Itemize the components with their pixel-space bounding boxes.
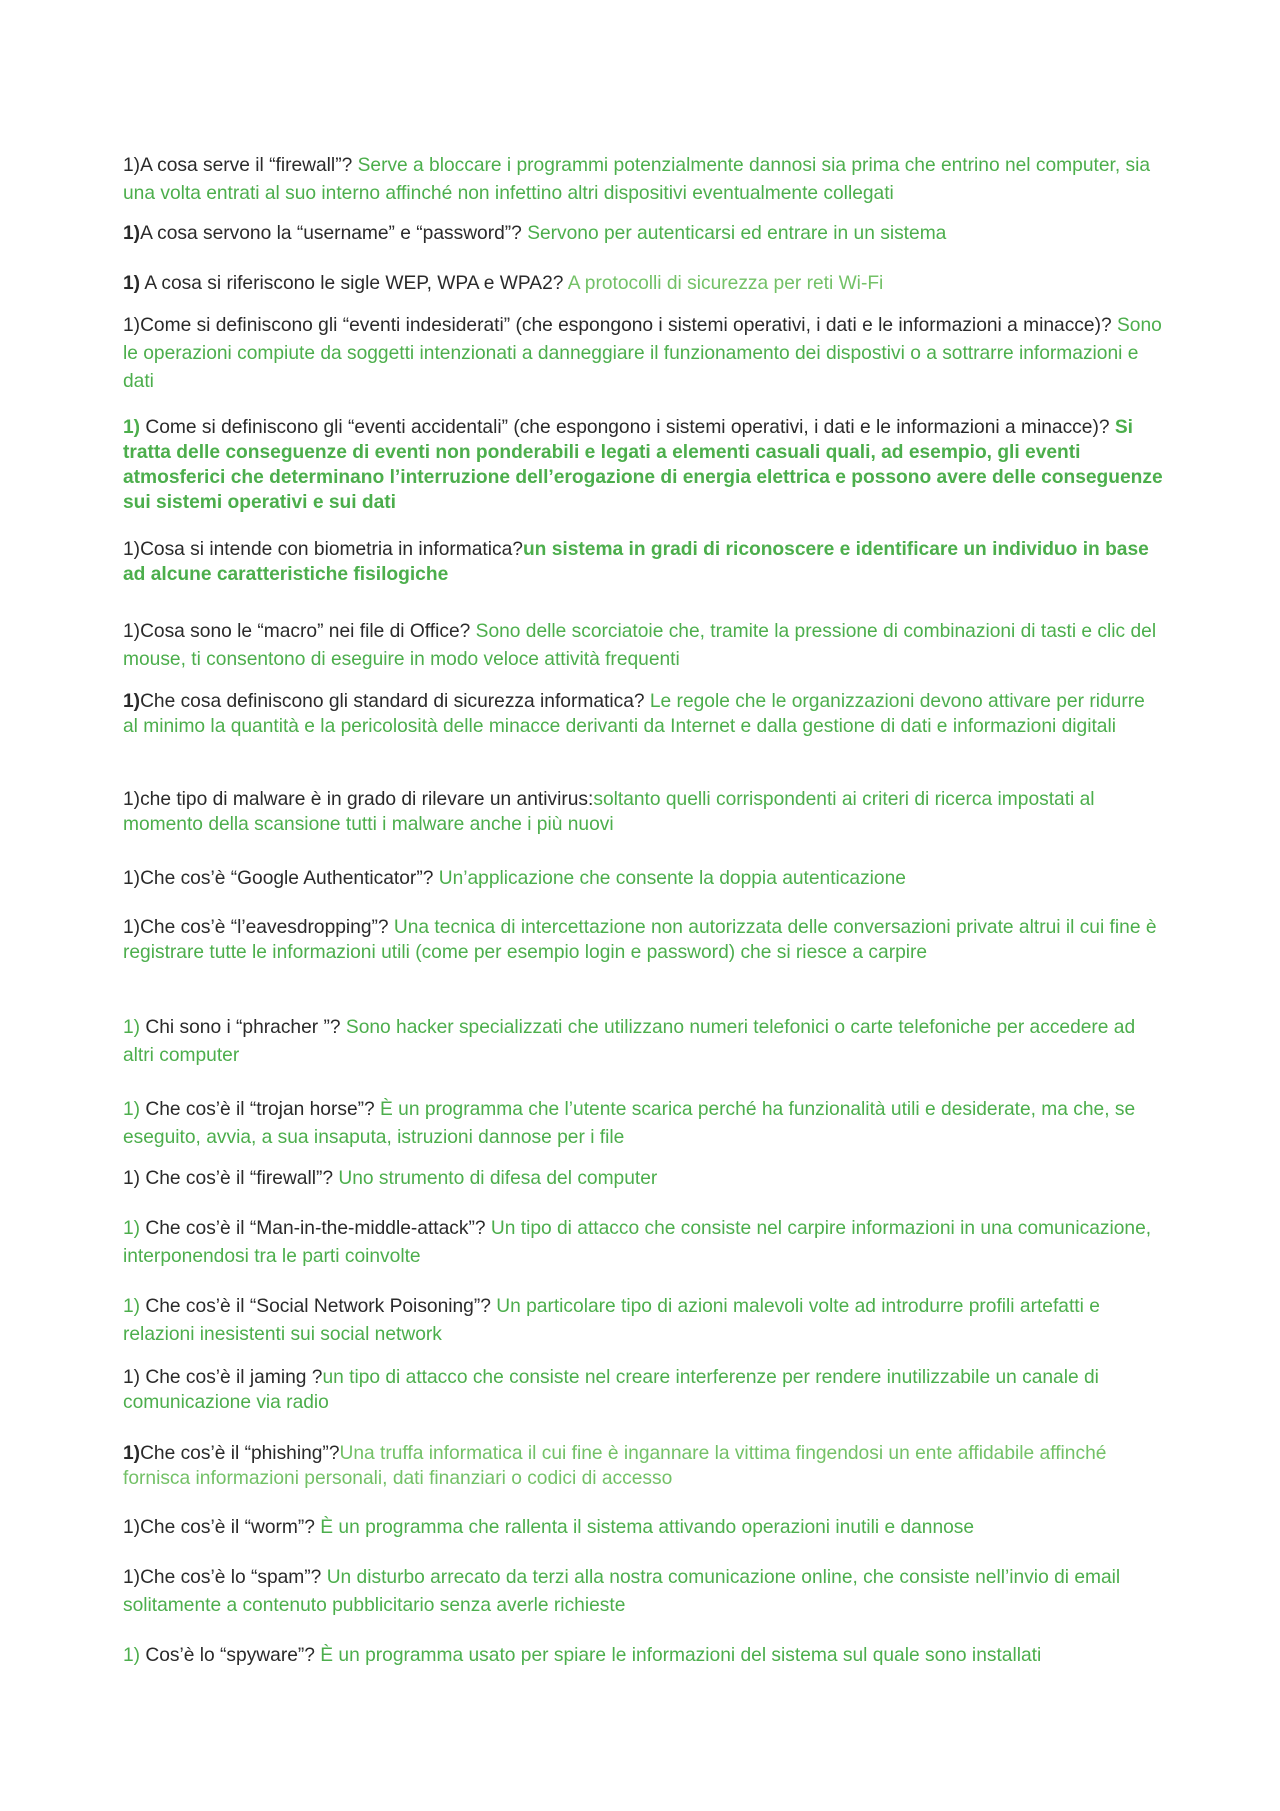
question-number: 1) bbox=[123, 1296, 141, 1317]
answer-text: È un programma che l’utente scarica perché ha funzionalità utili e desiderate, ma che, se eseguito, avvia, a sua insaputa, istruzioni dannose per i file bbox=[123, 1099, 1136, 1148]
answer-text: Una tecnica di intercettazione non autorizzata delle conversazioni private altrui il cui fine è registrare tutte le informazioni utili (come per esempio login e password) che si riesce a carpire bbox=[123, 917, 1157, 963]
question-number: 1) bbox=[123, 417, 141, 438]
question-text: Che cos’è “l’eavesdropping”? bbox=[140, 917, 394, 938]
question-text: Che cos’è il “Man-in-the-middle-attack”? bbox=[140, 1218, 491, 1239]
question-number: 1) bbox=[123, 1017, 141, 1038]
question-number: 1) bbox=[123, 1168, 141, 1189]
question-text: Cosa si intende con biometria in informatica? bbox=[140, 539, 523, 560]
question-number: 1) bbox=[123, 917, 141, 938]
question-text: Che cos’è il “Social Network Poisoning”? bbox=[140, 1296, 497, 1317]
question-text: A cosa serve il “firewall”? bbox=[140, 155, 358, 176]
question-number: 1) bbox=[123, 1443, 141, 1464]
answer-text: Sono le operazioni compiute da soggetti intenzionati a danneggiare il funzionamento dei dispostivi o a sottrarre informazioni e dati bbox=[123, 315, 1162, 392]
answer-text: un sistema in gradi di riconoscere e identificare un individuo in base ad alcune caratteristiche fisilogiche bbox=[123, 539, 1149, 585]
qa-item bbox=[123, 1165, 1163, 1193]
question-number: 1) bbox=[123, 789, 141, 810]
question-text: Che cos’è il “trojan horse”? bbox=[140, 1099, 381, 1120]
question-number: 1) bbox=[123, 155, 141, 176]
qa-item bbox=[123, 1365, 1163, 1415]
qa-item bbox=[123, 618, 1163, 674]
qa-item bbox=[123, 1441, 1163, 1491]
answer-text: È un programma che rallenta il sistema attivando operazioni inutili e dannose bbox=[320, 1517, 975, 1538]
qa-item bbox=[123, 787, 1163, 837]
qa-item bbox=[123, 270, 1163, 298]
answer-text: Servono per autenticarsi ed entrare in un sistema bbox=[527, 223, 947, 244]
question-number: 1) bbox=[123, 1218, 141, 1239]
qa-item bbox=[123, 865, 1163, 893]
qa-item bbox=[123, 537, 1163, 587]
question-text: Che cos’è “Google Authenticator”? bbox=[140, 868, 439, 889]
answer-text: Le regole che le organizzazioni devono attivare per ridurre al minimo la quantità e la pericolosità delle minacce derivanti da Internet e dalla gestione di dati e informazioni digitali bbox=[123, 691, 1145, 737]
qa-item bbox=[123, 689, 1163, 739]
qa-item bbox=[123, 415, 1163, 515]
question-text: Che cosa definiscono gli standard di sicurezza informatica? bbox=[140, 691, 650, 712]
question-number: 1) bbox=[123, 691, 141, 712]
question-number: 1) bbox=[123, 1645, 141, 1666]
question-number: 1) bbox=[123, 1367, 141, 1388]
answer-text: Sono hacker specializzati che utilizzano numeri telefonici o carte telefoniche per accedere ad altri computer bbox=[123, 1017, 1136, 1066]
answer-text: un tipo di attacco che consiste nel creare interferenze per rendere inutilizzabile un canale di comunicazione via radio bbox=[123, 1367, 1099, 1413]
question-number: 1) bbox=[123, 868, 141, 889]
qa-item bbox=[123, 1014, 1163, 1070]
qa-item bbox=[123, 1642, 1163, 1670]
answer-text: Uno strumento di difesa del computer bbox=[338, 1168, 658, 1189]
answer-text: È un programma usato per spiare le informazioni del sistema sul quale sono installati bbox=[320, 1645, 1042, 1666]
question-number: 1) bbox=[123, 1567, 141, 1588]
question-number: 1) bbox=[123, 273, 141, 294]
qa-item bbox=[123, 1215, 1163, 1271]
answer-text: soltanto quelli corrispondenti ai criteri di ricerca impostati al momento della scansione tutti i malware anche i più nuovi bbox=[123, 789, 1095, 835]
qa-item bbox=[123, 915, 1163, 965]
question-text: Che cos’è il “worm”? bbox=[140, 1517, 321, 1538]
answer-text: Un’applicazione che consente la doppia autenticazione bbox=[438, 868, 906, 889]
question-text: A cosa si riferiscono le sigle WEP, WPA e WPA2? bbox=[140, 273, 568, 294]
qa-item bbox=[123, 1564, 1163, 1620]
question-text: Cosa sono le “macro” nei file di Office? bbox=[140, 621, 476, 642]
question-text: Chi sono i “phracher ”? bbox=[140, 1017, 346, 1038]
question-number: 1) bbox=[123, 223, 141, 244]
qa-item bbox=[123, 1514, 1163, 1542]
answer-text: A protocolli di sicurezza per reti Wi-Fi bbox=[567, 273, 884, 294]
qa-item bbox=[123, 220, 1163, 248]
question-text: Che cos’è lo “spam”? bbox=[140, 1567, 327, 1588]
qa-item bbox=[123, 1096, 1163, 1152]
answer-text: Un disturbo arrecato da terzi alla nostra comunicazione online, che consiste nell’invio di email solitamente a contenuto pubblicitario senza averle richieste bbox=[123, 1567, 1121, 1616]
question-text: Come si definiscono gli “eventi indesiderati” (che espongono i sistemi operativi, i dati e le informazioni a minacce)? bbox=[140, 315, 1117, 336]
qa-item bbox=[123, 1293, 1163, 1349]
answer-text: Una truffa informatica il cui fine è ingannare la vittima fingendosi un ente affidabile affinché fornisca informazioni personali, dati finanziari o codici di accesso bbox=[123, 1443, 1107, 1489]
question-number: 1) bbox=[123, 315, 141, 336]
answer-text: Si tratta delle conseguenze di eventi non ponderabili e legati a elementi casuali quali, ad esempio, gli eventi atmosferici che determinano l’interruzione dell’erogazione di energia elettrica e possono avere delle conseguenze sui sistemi operativi e sui dati bbox=[123, 417, 1163, 513]
question-number: 1) bbox=[123, 1517, 141, 1538]
question-number: 1) bbox=[123, 539, 141, 560]
question-text: Cos’è lo “spyware”? bbox=[140, 1645, 321, 1666]
question-text: che tipo di malware è in grado di rilevare un antivirus: bbox=[140, 789, 594, 810]
question-text: Che cos’è il jaming ? bbox=[140, 1367, 323, 1388]
qa-item bbox=[123, 312, 1163, 396]
question-number: 1) bbox=[123, 1099, 141, 1120]
answer-text: Serve a bloccare i programmi potenzialmente dannosi sia prima che entrino nel computer, sia una volta entrati al suo interno affinché non infettino altri dispositivi eventualmente collegati bbox=[123, 155, 1151, 204]
question-text: Come si definiscono gli “eventi accidentali” (che espongono i sistemi operativi, i dati e le informazioni a minacce)? bbox=[140, 417, 1115, 438]
question-text: A cosa servono la “username” e “password”? bbox=[140, 223, 528, 244]
question-text: Che cos’è il “phishing”? bbox=[140, 1443, 340, 1464]
answer-text: Un tipo di attacco che consiste nel carpire informazioni in una comunicazione, interponendosi tra le parti coinvolte bbox=[123, 1218, 1152, 1267]
answer-text: Sono delle scorciatoie che, tramite la pressione di combinazioni di tasti e clic del mouse, ti consentono di eseguire in modo veloce attività frequenti bbox=[123, 621, 1157, 670]
question-text: Che cos’è il “firewall”? bbox=[140, 1168, 339, 1189]
qa-item bbox=[123, 152, 1163, 208]
answer-text: Un particolare tipo di azioni malevoli volte ad introdurre profili artefatti e relazioni inesistenti sui social network bbox=[123, 1296, 1100, 1345]
question-number: 1) bbox=[123, 621, 141, 642]
